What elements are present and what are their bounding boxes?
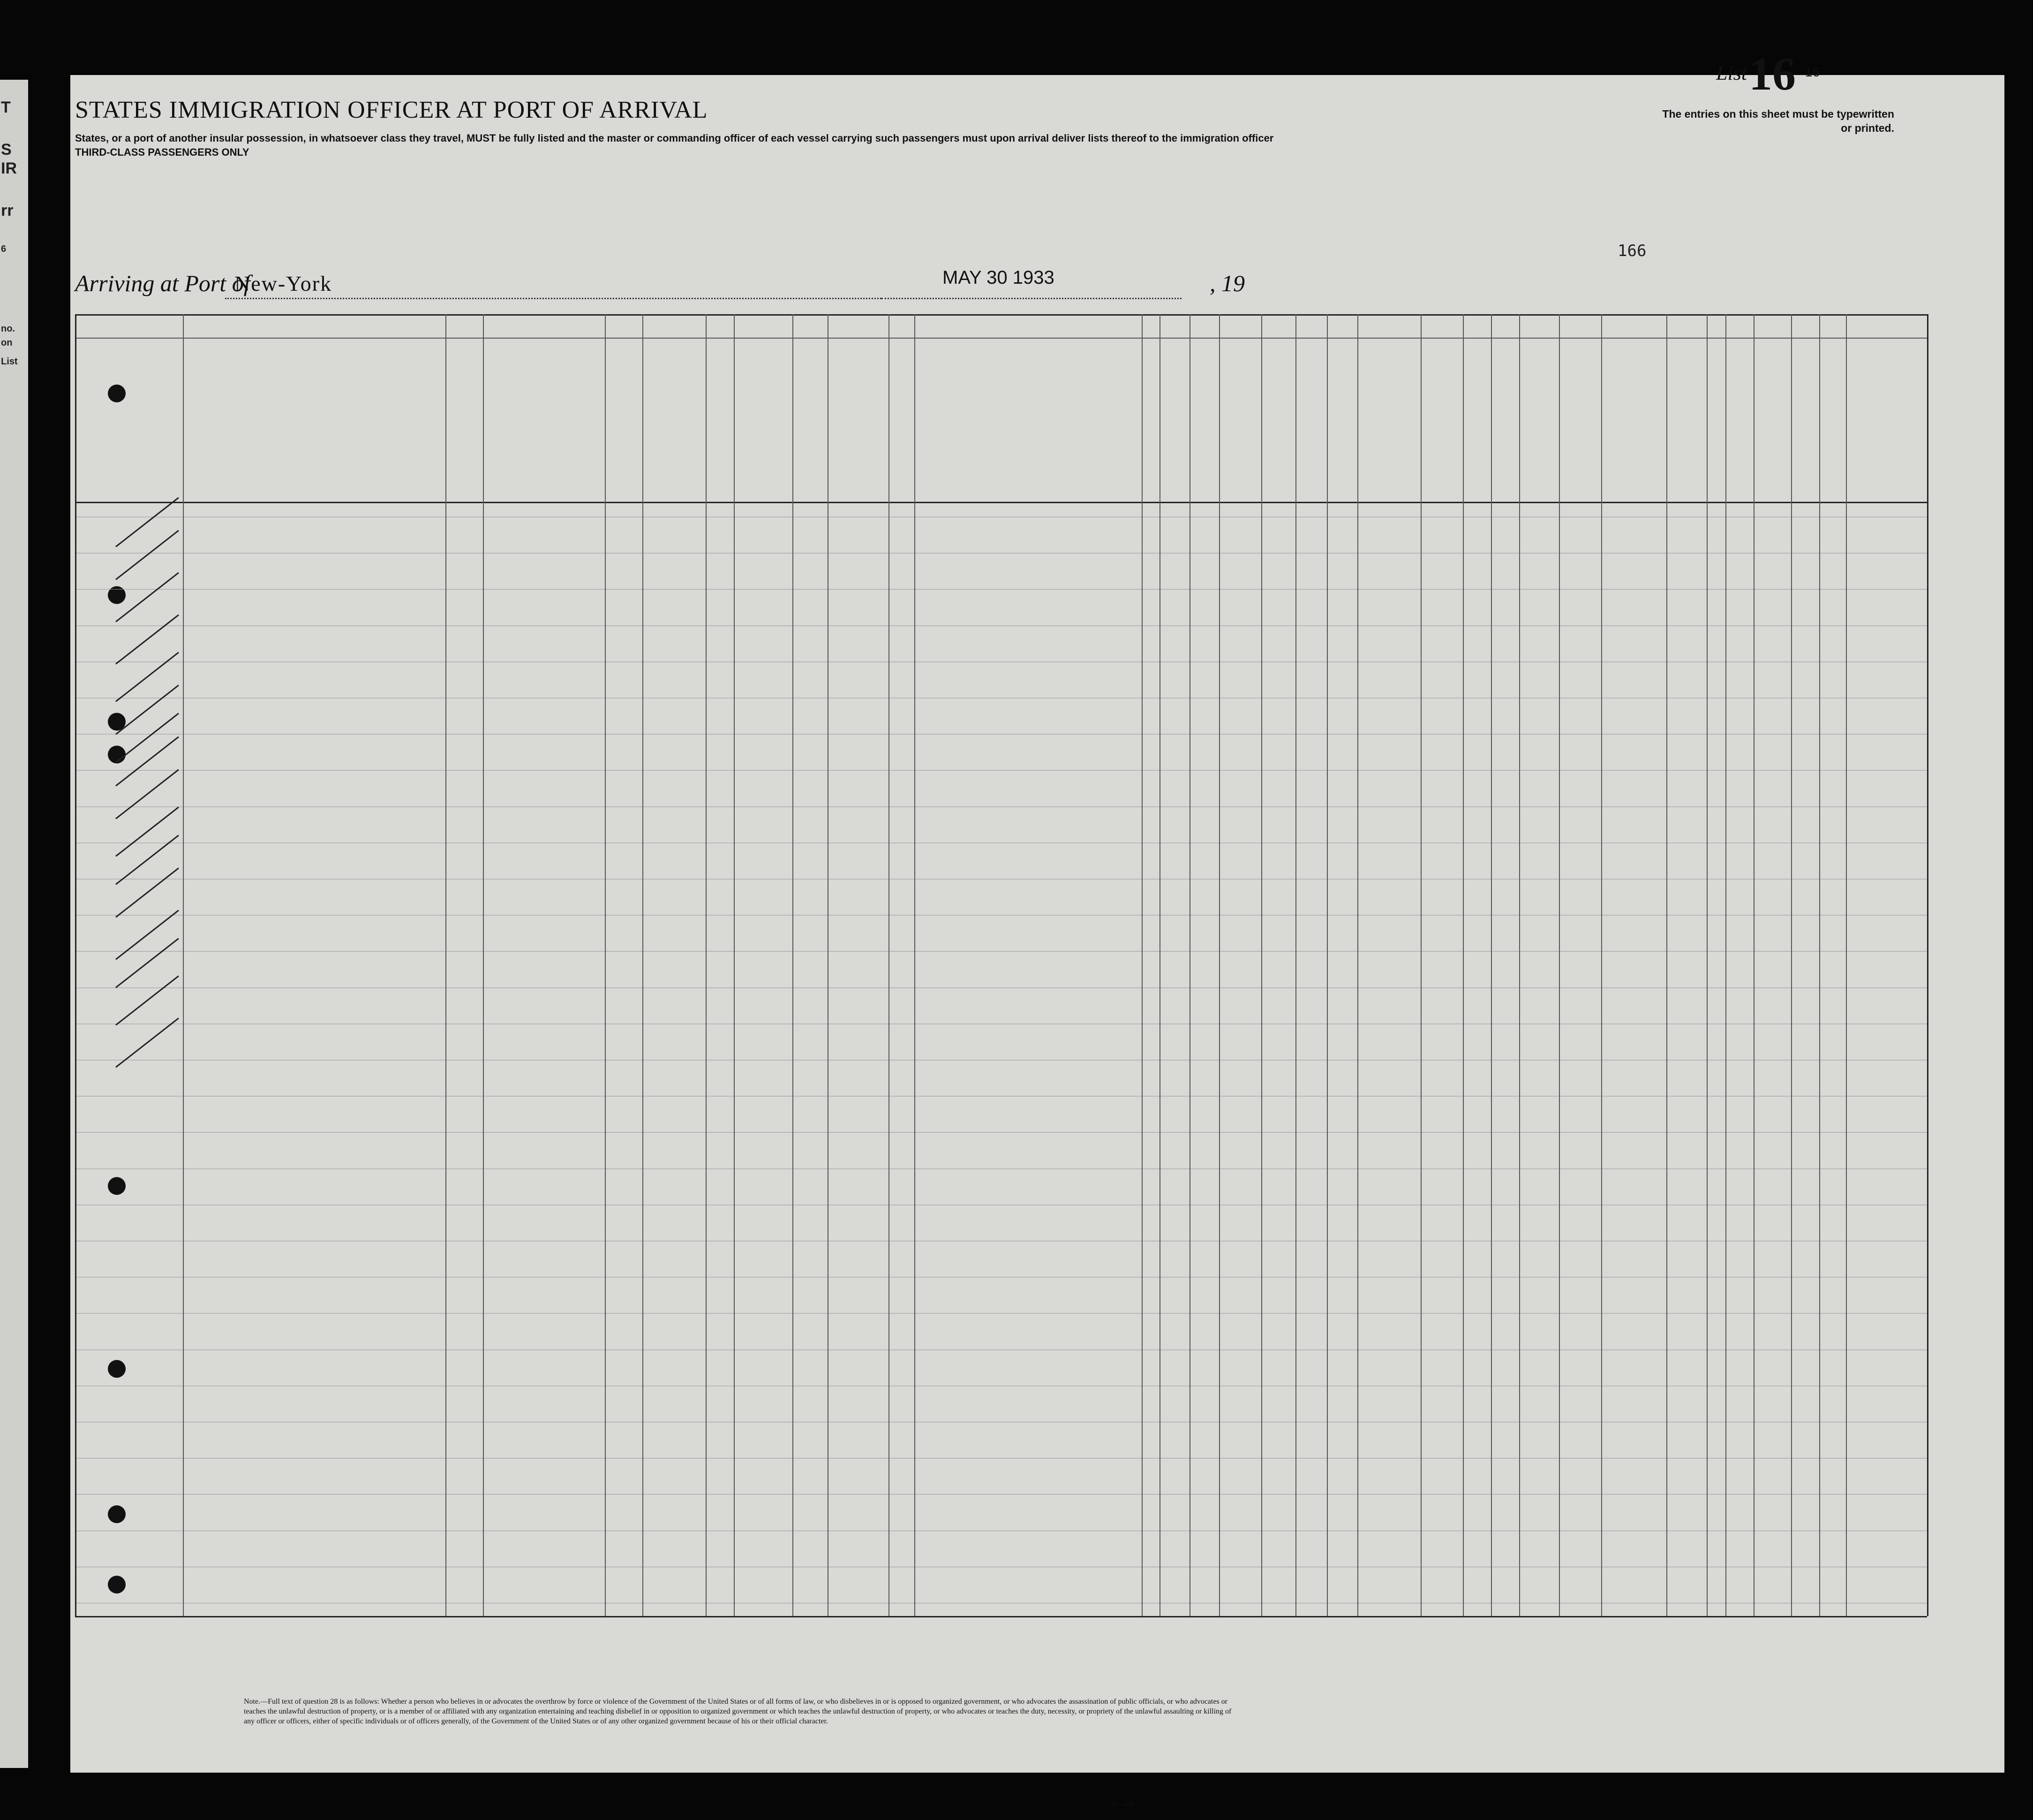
check-slash	[115, 938, 179, 988]
column-rule	[792, 314, 793, 1616]
manifest-table	[75, 314, 1927, 1613]
check-slash	[115, 713, 179, 763]
column-rule	[1601, 314, 1602, 1616]
previous-page-text: rr	[1, 202, 14, 219]
port-underline	[225, 298, 881, 299]
table-bottom-rule	[75, 1616, 1927, 1617]
previous-page-text: 6	[1, 244, 7, 254]
row-rule	[75, 1313, 1927, 1314]
arriving-label: Arriving at Port of	[75, 270, 250, 296]
column-rule	[75, 314, 76, 1616]
column-rule	[445, 314, 446, 1616]
row-rule	[75, 1132, 1927, 1133]
previous-page-text: IR	[1, 159, 17, 177]
column-rule	[483, 314, 484, 1616]
column-rule	[605, 314, 606, 1616]
check-slash	[115, 572, 179, 622]
previous-page-text: no.	[1, 324, 15, 334]
column-rule	[642, 314, 643, 1616]
column-rule	[183, 314, 184, 1616]
header-bottom-rule	[75, 502, 1927, 503]
previous-page-text: T	[1, 98, 11, 116]
check-slash	[115, 769, 179, 819]
class-line: THIRD-CLASS PASSENGERS ONLY	[75, 146, 249, 158]
previous-page-text: List	[1, 356, 18, 367]
column-rule	[1519, 314, 1520, 1616]
previous-page-fragment	[0, 80, 28, 1768]
column-rule	[1295, 314, 1296, 1616]
column-rule	[1725, 314, 1726, 1616]
check-slash	[115, 868, 179, 918]
column-rule	[706, 314, 707, 1616]
date-underline	[881, 298, 1182, 299]
page-subtitle: States, or a port of another insular possession, in whatsoever class they travel, MUST be fully listed and the master or commanding officer of each vessel carrying such passengers must upon arrival deliver lists thereof to the immigration officer	[75, 132, 1274, 144]
typewritten-note: The entries on this sheet must be typewritten or printed.	[1662, 108, 1894, 134]
page-title: STATES IMMIGRATION OFFICER AT PORT OF ARRIVAL	[75, 97, 708, 123]
column-rule	[1819, 314, 1820, 1616]
column-rule	[1491, 314, 1492, 1616]
footer-note: Note.—Full text of question 28 is as follows: Whether a person who believes in or advocates the overthrow by force or violence of the Government of the United States or of all forms of law, or who disbelieves in or is opposed to organized government, or who advocates the assassination of public officials, or who advocates or teaches the unlawful destruction of property, or is a member of or affiliated with any organization entertaining and teaching disbelief in or opposition to organized government or which teaches the unlawful destruction of property, or who advocates or teaches the duty, necessity, or propriety of the unlawful assaulting or killing of any officer or officers, either of specific individuals or of officers generally, of the Government of the United States or of any other organized government because of his or their official character.	[244, 1698, 1232, 1725]
check-slash	[115, 530, 179, 580]
column-rule	[1846, 314, 1847, 1616]
row-rule	[75, 951, 1927, 952]
stamp-number: 166	[1618, 242, 1647, 260]
column-number-rule	[75, 338, 1927, 339]
check-slash	[115, 685, 179, 735]
check-slash	[115, 497, 179, 547]
previous-page-text: on	[1, 338, 13, 348]
column-rule	[914, 314, 915, 1616]
list-label: List	[1716, 61, 1747, 84]
column-rule	[1707, 314, 1708, 1616]
column-rule	[734, 314, 735, 1616]
column-rule	[1421, 314, 1422, 1616]
column-rule	[1327, 314, 1328, 1616]
column-rule	[1142, 314, 1143, 1616]
port-of-arrival: New-York	[234, 272, 332, 295]
check-slash	[115, 736, 179, 786]
column-rule	[1219, 314, 1220, 1616]
column-rule	[1463, 314, 1464, 1616]
arrival-date: MAY 30 1933	[942, 267, 1054, 288]
list-suffix: 16	[1805, 65, 1820, 79]
check-slash	[115, 652, 179, 702]
column-rule	[1559, 314, 1560, 1616]
row-rule	[75, 1494, 1927, 1495]
check-slash	[115, 975, 179, 1026]
column-rule	[888, 314, 889, 1616]
check-slash	[115, 807, 179, 857]
column-rule	[1261, 314, 1262, 1616]
table-top-rule	[75, 314, 1927, 316]
form-code: 14—430	[1111, 1801, 1135, 1808]
column-rule	[1357, 314, 1358, 1616]
column-rule	[1791, 314, 1792, 1616]
previous-page-text: S	[1, 141, 12, 159]
check-slash	[115, 910, 179, 960]
column-rule	[1666, 314, 1667, 1616]
check-slash	[115, 614, 179, 665]
list-number: 16	[1749, 48, 1796, 100]
year-prefix: , 19	[1210, 270, 1245, 296]
column-rule	[1927, 314, 1928, 1616]
